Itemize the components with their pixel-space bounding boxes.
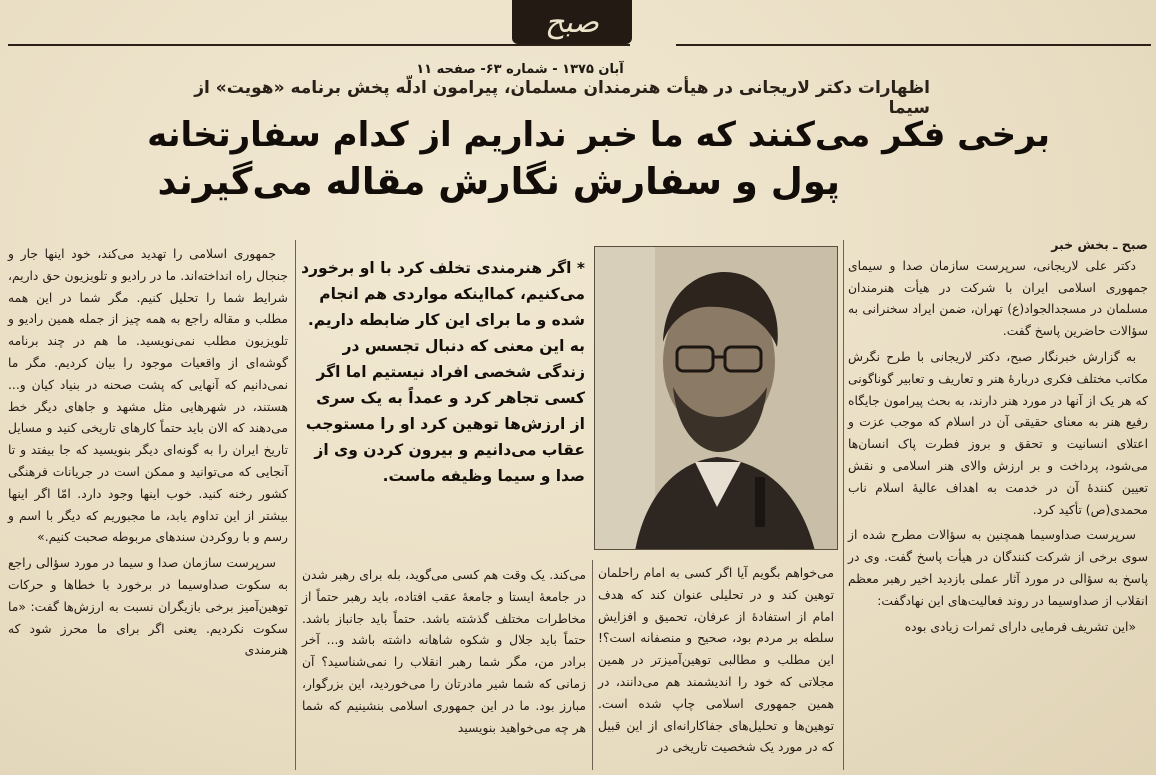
headline-line-2: پول و سفارش نگارش مقاله می‌گیرند	[157, 160, 840, 203]
right-column	[848, 234, 1148, 638]
issue-line: آبان ۱۳۷۵ - شماره ۶۳- صفحه ۱۱	[416, 62, 624, 77]
pull-quote: * اگر هنرمندی تخلف کرد با او برخورد می‌کنیم، کمااینکه مواردی هم انجام شده و ما برای این کار ضابطه داریم. به این معنی که دنبال تجسس در زندگی شخصی افراد نیستیم اما اگر کسی تجاهر کرد و عمداً به یک سری از ارزش‌ها توهین کرد او را مستوجب عقاب می‌دانیم و بیرون کردن وی از صدا و سیما وظیفه ماست.	[301, 259, 585, 485]
right-paragraph-4: «این تشریف فرمایی دارای ثمرات زیادی بوده	[904, 619, 1136, 634]
column-rule-2	[592, 560, 593, 770]
headline-line-1: برخی فکر می‌کنند که ما خبر نداریم از کدام سفارتخانه	[147, 115, 1050, 155]
left-paragraph-2: سرپرست سازمان صدا و سیما در مورد سؤالی راجع به سکوت صداوسیما در برخورد با خطاها و حرکات توهین‌آمیز برخی بازیگران نسبت به ارزش‌ها گفت: «ما سکوت نکردیم. یعنی اگر برای ما محرز شود که هنرمندی	[8, 556, 288, 658]
masthead-rule-left	[8, 44, 630, 46]
portrait-illustration	[595, 247, 838, 550]
masthead-logo: صبح	[512, 0, 632, 44]
photo-caption-column: می‌خواهم بگویم آیا اگر کسی به امام راحلمان توهین کند و در تحلیلی عنوان کند که هدف امام از استفادهٔ از عرفان، تحمیق و افزایش سلطه بر مردم بود، صحیح و منصفانه است؟! این مطلب و مطالبی توهین‌آمیزتر در همین مجلاتی که خود را اندیشمند هم می‌دانند، در همین جمهوری اسلامی چاپ شده است. توهین‌ها و تحلیل‌های جفاکارانه‌ای از این قبیل که در مورد یک شخصیت تاریخی در	[598, 566, 834, 755]
portrait-photo	[594, 246, 838, 550]
article-kicker: اظهارات دکتر لاریجانی در هیأت هنرمندان مسلمان، پیرامون ادلّه پخش برنامه «هویت» از سیما	[194, 78, 930, 118]
middle-column: می‌کند. یک وقت هم کسی می‌گوید، بله برای رهبر شدن در جامعهٔ ایستا و جامعهٔ عقب افتاده، باید رهبر حتماً از مخاطرات مختلف گذشته باشد. حتماً باید جانباز باشد. حتماً باید جلال و شکوه شاهانه داشته باشد و... آخر برادر من، مگر شما رهبر انقلاب را نمی‌شناسید؟ آن زمانی که شما شیر مادرتان را می‌خوردید، این بزرگوار، مبارز بود. ما در این جمهوری اسلامی بنشینیم که شما هر چه می‌خواهید بنویسید	[302, 568, 586, 735]
column-rule-3	[295, 240, 296, 770]
right-paragraph-1: دکتر علی لاریجانی، سرپرست سازمان صدا و سیمای جمهوری اسلامی ایران با شرکت در هیأت هنرمندان مسلمان در مسجدالجواد(ع) تهران، ضمن ایراد سخنرانی به سؤالات حاضرین پاسخ گفت.	[848, 258, 1148, 339]
left-column	[8, 244, 288, 662]
masthead-rule-right	[676, 44, 1151, 46]
left-paragraph-1: جمهوری اسلامی را تهدید می‌کند، خود اینها جار و جنجال راه انداخته‌اند. ما در رادیو و تلویزیون حق داریم، شرایط شما را تحلیل کنیم. مگر شما در این همه مطلب و مقاله راجع به همه چیز از جمله همین رادیو و تلویزیون مطلب نمی‌نویسید. ما هم در چند برنامه گوشه‌ای از واقعیات موجود را بیان کردیم. مگر ما نمی‌دانیم که آنهایی که پشت صحنه در بنیاد کیان و... هستند، در شهرهایی مثل مشهد و جاهای دیگر خط می‌دهند که الان باید حتماً کارهای تاریخی کنید و مسایل تاریخ ایران را به گونه‌ای دیگر بنویسید که جا بیفتد و تا آنجایی که می‌توانید و ممکن است در جریانات فرهنگی کشور رخنه کنید. خوب اینها وجود دارد. امّا اگر اینها بیشتر از این تداوم یابد، ما مجبوریم که دیگر با اسم و رسم و با روکردن سندهای مربوطه صحبت کنیم.»	[8, 247, 288, 545]
byline: صبح ـ بخش خبر	[1051, 237, 1148, 252]
right-paragraph-3: سرپرست صداوسیما همچنین به سؤالات مطرح شده از سوی برخی از شرکت کنندگان در هیأت پاسخ گفت. وی در پاسخ به سؤالی در مورد آثار عملی بازدید اخیر رهبر معظم انقلاب از صداوسیما در روند فعالیت‌های این نهادگفت:	[848, 528, 1148, 608]
right-paragraph-2: به گزارش خبرنگار صبح، دکتر لاریجانی با طرح نگرش مکاتب مختلف فکری دربارهٔ هنر و تعاریف و تعابیر گوناگونی که هر یک از آنها در مورد هنر دارند، به بحث پیرامون جایگاه رفیع هنر به معنای حقیقی آن در اسلام که موجب عزت و اعتلای انسانیت و تحقق و بروز فطرت پاک انسان‌ها می‌شود، پرداخت و بر ارزش والای هنر اسلامی و نقش تعیین کنندهٔ آن در خدمت به اهداف عالیهٔ اسلام ناب محمدی(ص) تأکید کرد.	[848, 349, 1148, 517]
column-rule-1	[843, 240, 844, 770]
